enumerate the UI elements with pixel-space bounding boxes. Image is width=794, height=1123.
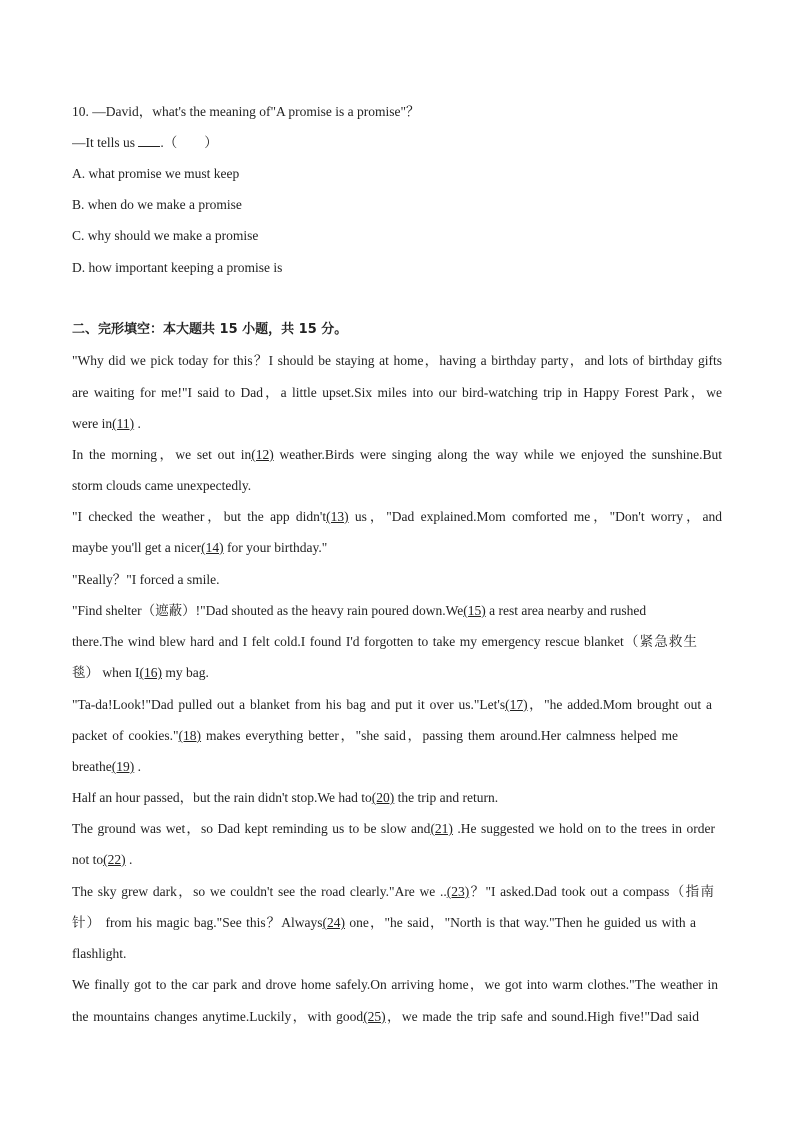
passage-line: "Why did we pick today for this？I should be staying at home，having a birthday party，and lots of birthday gifts — [72, 353, 722, 368]
blank-17[interactable]: (17) — [505, 697, 528, 712]
passage-line: there.The wind blew hard and I felt cold.I found I'd forgotten to take my emergency rescue blanket（紧急救生 — [72, 634, 697, 649]
question-10-answer-line — [72, 133, 722, 153]
passage-line: 针） from his magic bag."See this？Always(24) one，"he said，"North is that way."Then he guided us with a — [72, 915, 696, 930]
answer-blank[interactable] — [138, 134, 160, 147]
passage-line: not to(22) . — [72, 852, 133, 867]
blank-13[interactable]: (13) — [326, 509, 349, 524]
passage-line: We finally got to the car park and drove home safely.On arriving home，we got into warm clothes."The weather in — [72, 977, 718, 992]
option-c[interactable]: C. why should we make a promise — [72, 228, 259, 243]
option-b[interactable]: B. when do we make a promise — [72, 197, 242, 212]
passage-line: In the morning，we set out in(12) weather.Birds were singing along the way while we enjoyed the sunshine.But — [72, 447, 722, 462]
blank-20[interactable]: (20) — [371, 790, 395, 805]
blank-22[interactable]: (22) — [103, 852, 126, 867]
blank-21[interactable]: (21) — [430, 821, 453, 836]
passage-line: storm clouds came unexpectedly. — [72, 478, 252, 493]
answer-suffix: .（ ） — [160, 135, 218, 150]
option-d[interactable]: D. how important keeping a promise is — [72, 260, 283, 275]
blank-24[interactable]: (24) — [322, 915, 345, 930]
passage-line: "I checked the weather，but the app didn't(13) us，"Dad explained.Mom comforted me，"Don't worry，and — [72, 509, 722, 524]
section-heading: 二、完形填空：本大题共 15 小题，共 15 分。 — [72, 322, 348, 337]
question-10-stem: 10. —David，what's the meaning of"A promise is a promise"？ — [72, 104, 420, 119]
passage-line: flashlight. — [72, 946, 127, 961]
passage-line: Half an hour passed，but the rain didn't stop.We had to(20) the trip and return. — [72, 790, 499, 805]
passage-line: the mountains changes anytime.Luckily，with good(25)，we made the trip safe and sound.High five!"Dad said — [72, 1009, 699, 1024]
answer-prefix: —It tells us — [72, 135, 139, 150]
blank-25[interactable]: (25) — [363, 1009, 386, 1024]
blank-12[interactable]: (12) — [251, 447, 274, 462]
passage-line: maybe you'll get a nicer(14) for your birthday." — [72, 540, 328, 555]
passage-line: packet of cookies."(18) makes everything better，"she said，passing them around.Her calmness helped me — [72, 728, 678, 743]
passage-line: "Ta-da!Look!"Dad pulled out a blanket from his bag and put it over us."Let's(17)，"he added.Mom brought out a — [72, 697, 712, 712]
blank-16[interactable]: (16) — [139, 665, 162, 680]
passage-line: "Really？"I forced a smile. — [72, 572, 220, 587]
passage-line: 毯） when I(16) my bag. — [72, 665, 209, 680]
option-a[interactable]: A. what promise we must keep — [72, 166, 240, 181]
blank-23[interactable]: (23) — [446, 884, 470, 899]
blank-14[interactable]: (14) — [201, 540, 224, 555]
blank-19[interactable]: (19) — [111, 759, 135, 774]
passage-line: "Find shelter（遮蔽）!"Dad shouted as the heavy rain poured down.We(15) a rest area nearby and rushed — [72, 603, 647, 618]
blank-18[interactable]: (18) — [178, 728, 202, 743]
passage-line: were in(11) . — [72, 416, 141, 431]
passage-line: are waiting for me!"I said to Dad，a little upset.Six miles into our bird-watching trip in Happy Forest Park，we — [72, 385, 722, 400]
passage-line: The ground was wet，so Dad kept reminding us to be slow and(21) .He suggested we hold on to the trees in order — [72, 821, 715, 836]
blank-11[interactable]: (11) — [112, 416, 135, 431]
passage-line: The sky grew dark，so we couldn't see the road clearly."Are we ..(23)？"I asked.Dad took out a compass（指南 — [72, 884, 714, 899]
blank-15[interactable]: (15) — [463, 603, 486, 618]
passage-line: breathe(19) . — [72, 759, 141, 774]
